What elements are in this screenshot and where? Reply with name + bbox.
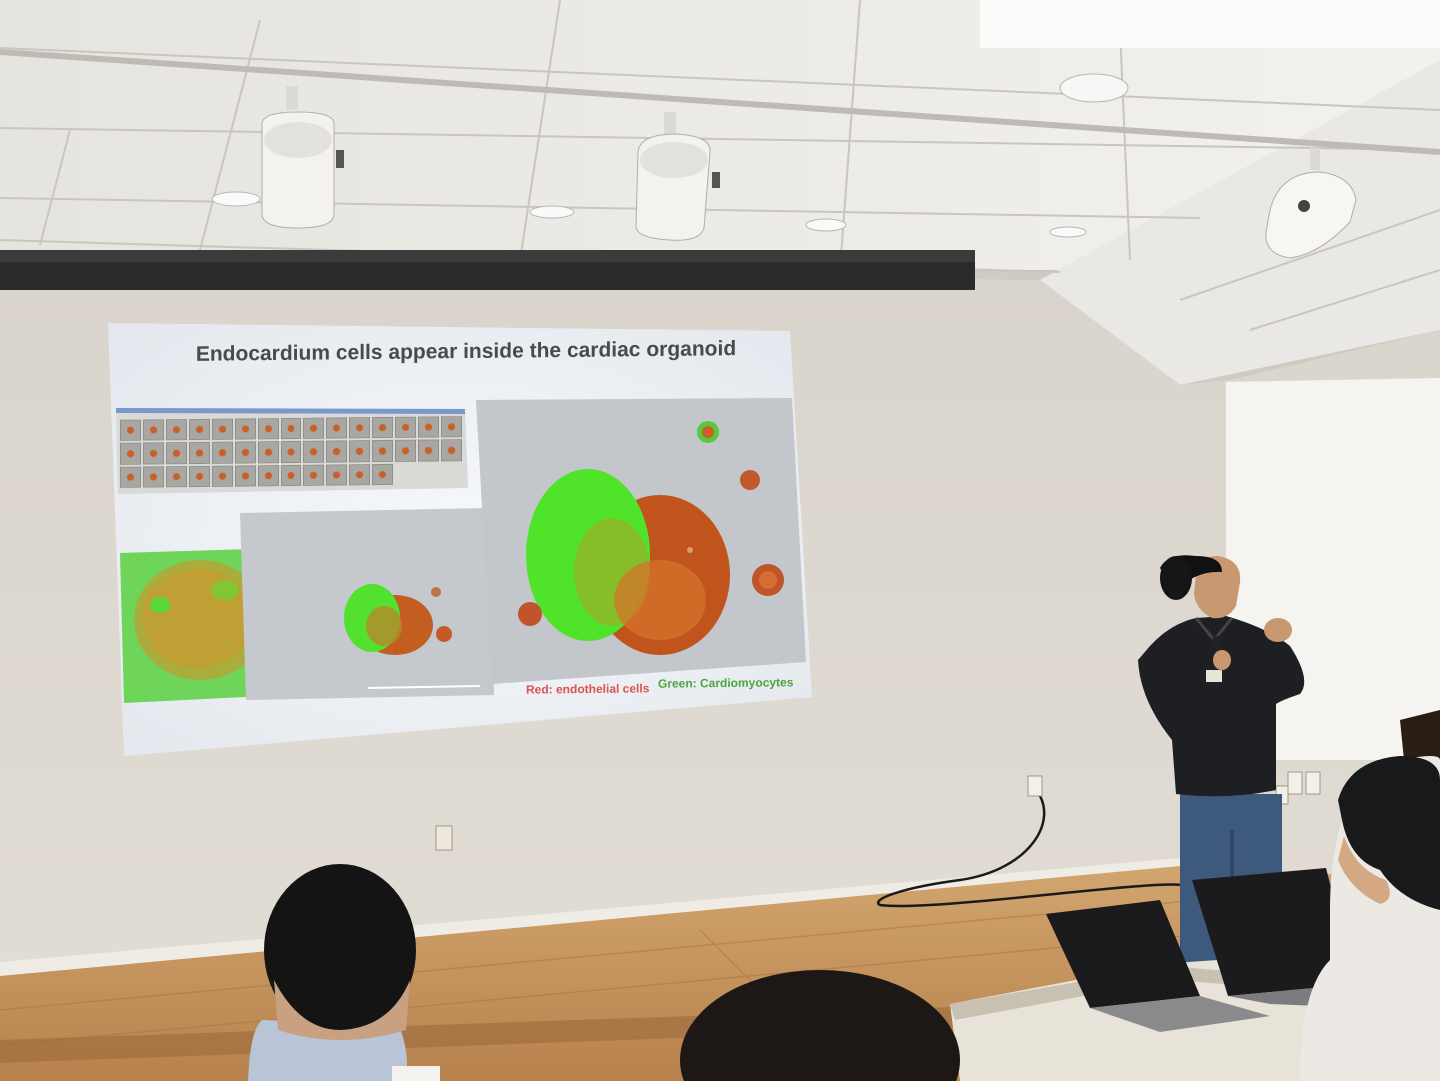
audience-center-left [248, 864, 416, 1081]
legend-green-label: Green: Cardiomyocytes [658, 675, 794, 691]
slide-title: Endocardium cells appear inside the cardiac organoid [195, 337, 737, 366]
audience-front [680, 970, 960, 1081]
legend-red-label: Red: endothelial cells [526, 681, 650, 697]
coffee-cup [392, 1066, 440, 1081]
